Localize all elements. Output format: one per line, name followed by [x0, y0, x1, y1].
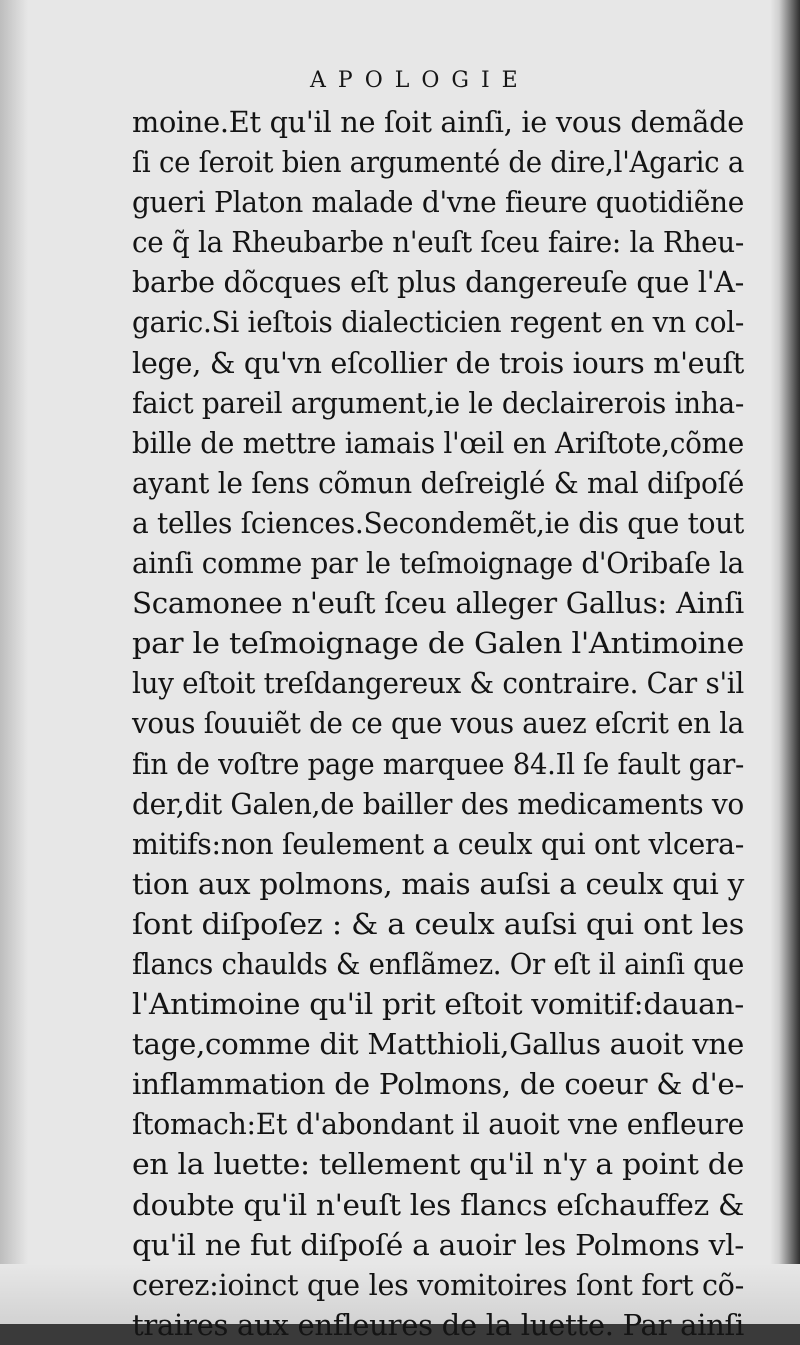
text-line: gueri Platon malade d'vne fieure quotidiẽne	[132, 185, 744, 220]
text-line: vous ſouuiẽt de ce que vous auez eſcrit en la	[132, 706, 744, 741]
text-line: l'Antimoine qu'il prit eſtoit vomitif:dauan-	[132, 987, 744, 1022]
text-line: flancs chaulds & enflãmez. Or eſt il ainſi que	[132, 946, 744, 981]
text-line: traires aux enfleures de la luette. Par ainſi	[132, 1307, 744, 1342]
text-line: Scamonee n'euſt ſceu alleger Gallus: Ainſi	[132, 586, 744, 621]
text-line: ſi ce ſeroit bien argumenté de dire,l'Agaric a	[132, 145, 744, 180]
text-line: ſont diſpoſez : & a ceulx auſsi qui ont les	[132, 906, 744, 941]
body-text	[132, 102, 744, 1345]
text-line: a telles ſciences.Secondemẽt,ie dis que tout	[132, 505, 744, 540]
text-line: doubte qu'il n'euſt les flancs eſchauffez &	[132, 1187, 744, 1222]
page-gutter-shadow	[0, 0, 28, 1324]
text-line: ce q̃ la Rheubarbe n'euſt ſceu faire: la Rheu-	[132, 225, 744, 260]
text-line: ſtomach:Et d'abondant il auoit vne enfleure	[132, 1107, 744, 1142]
text-line: qu'il ne fut diſpoſé a auoir les Polmons vl-	[132, 1227, 744, 1262]
text-line: tion aux polmons, mais auſsi a ceulx qui y	[132, 866, 744, 901]
text-line: moine.Et qu'il ne ſoit ainſi, ie vous demãde	[132, 105, 744, 139]
running-head: APOLOGIE	[310, 68, 530, 93]
text-line: ayant le ſens cõmun deſreiglé & mal diſpoſé	[132, 465, 744, 500]
text-line: bille de mettre iamais l'œil en Ariſtote,cõme	[132, 425, 744, 460]
text-line: mitifs:non ſeulement a ceulx qui ont vlcera-	[132, 826, 744, 861]
text-line: cerez:ioinct que les vomitoires ſont fort cõ-	[132, 1267, 744, 1302]
text-line: par le teſmoignage de Galen l'Antimoine	[132, 626, 744, 661]
text-line: inflammation de Polmons, de coeur & d'e-	[132, 1067, 744, 1102]
text-line: der,dit Galen,de bailler des medicaments vo	[132, 786, 744, 821]
text-line: fin de voſtre page marquee 84.Il ſe fault gar-	[132, 746, 744, 781]
text-line: ainſi comme par le teſmoignage d'Oribaſe la	[132, 546, 744, 581]
text-line: faict pareil argument,ie le declairerois inha-	[132, 385, 744, 420]
text-line: luy eſtoit treſdangereux & contraire. Car s'il	[132, 666, 744, 701]
text-line: lege, & qu'vn eſcollier de trois iours m'euſt	[132, 345, 744, 380]
text-line: tage,comme dit Matthioli,Gallus auoit vne	[132, 1027, 744, 1062]
page-edge-shadow	[770, 0, 800, 1324]
text-line: barbe dõcques eſt plus dangereuſe que l'A-	[132, 265, 744, 300]
text-line: garic.Si ieſtois dialecticien regent en vn col-	[132, 305, 744, 340]
text-line: en la luette: tellement qu'il n'y a point de	[132, 1147, 744, 1182]
